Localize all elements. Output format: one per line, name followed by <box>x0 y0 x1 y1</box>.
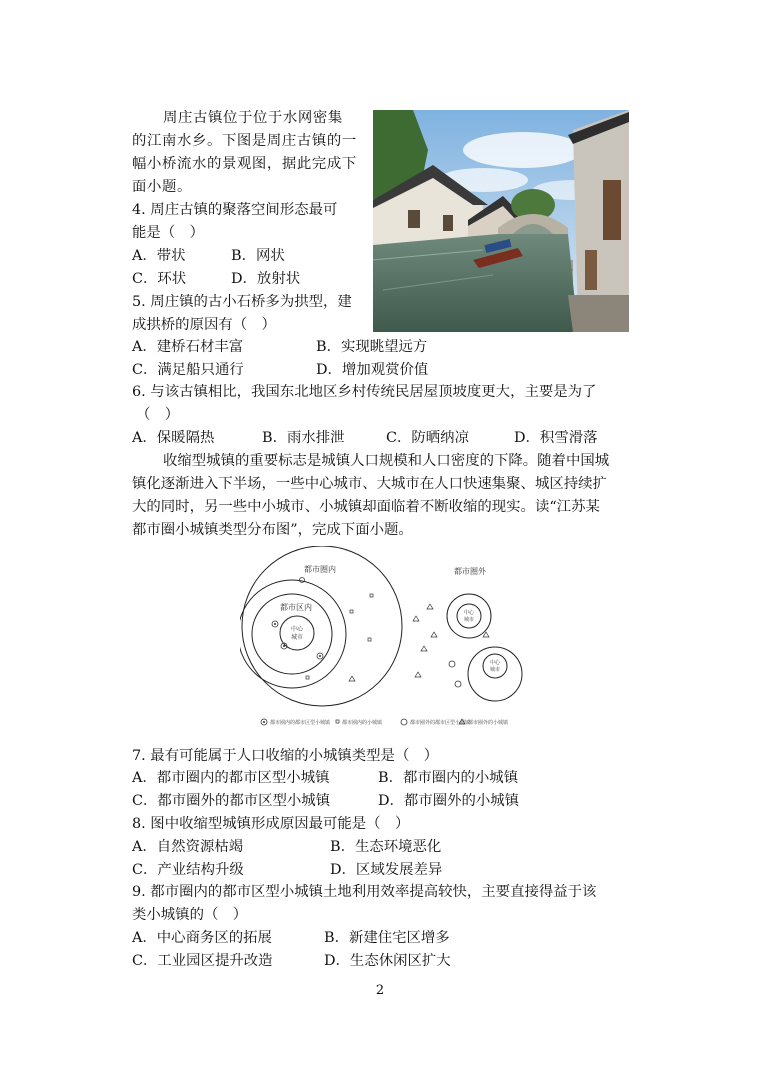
diagram-svg <box>240 546 530 740</box>
label-metro-inside: 都市圈内 <box>304 565 336 574</box>
q9-stem-2: 类小城镇的（ ） <box>132 907 248 923</box>
label-metro-area: 都市区内 <box>280 603 312 612</box>
q9-option-a: A．中心商务区的拓展 <box>132 930 272 946</box>
town-type-distribution-diagram <box>240 546 530 740</box>
label-outside-city-2-bottom: 城市 <box>489 667 501 673</box>
label-outside-city-2-top: 中心 <box>489 660 501 666</box>
q6-option-a: A．保暖隔热 <box>132 430 215 446</box>
q9-option-b: B．新建住宅区增多 <box>324 930 450 946</box>
intro2-line-4: 都市圈小城镇类型分布图”，完成下面小题。 <box>132 522 413 538</box>
intro1-line-4: 面小题。 <box>132 179 192 195</box>
q6-stem-2: （ ） <box>136 407 180 423</box>
water-town-scene-image <box>373 110 629 332</box>
q6-option-d: D．积雪滑落 <box>514 430 598 446</box>
q5-option-c: C．满足船只通行 <box>132 362 244 378</box>
legend-item-1: 都市圈内的都市区型小城镇 <box>270 720 331 726</box>
q8-option-d: D．区域发展差异 <box>330 862 443 878</box>
q8-option-a: A．自然资源枯竭 <box>132 839 244 855</box>
zhouzhuang-photo <box>373 110 629 332</box>
q4-option-a: A．带状 <box>132 248 186 264</box>
q6-option-b: B．雨水排泄 <box>262 430 345 446</box>
intro2-line-1: 收缩型城镇的重要标志是城镇人口规模和人口密度的下降。随着中国城 <box>163 453 610 469</box>
outside-city-2 <box>483 654 507 678</box>
outside-city-ring-2 <box>468 647 522 701</box>
q7-option-a: A．都市圈内的都市区型小城镇 <box>132 770 330 786</box>
q8-option-c: C．产业结构升级 <box>132 862 244 878</box>
q8-stem: 8. 图中收缩型城镇形成原因最可能是（ ） <box>132 816 410 832</box>
q4-stem-1: 4. 周庄古镇的聚落空间形态最可 <box>132 202 338 218</box>
diagram-legend <box>261 719 509 726</box>
q9-option-d: D．生态休闲区扩大 <box>324 953 451 969</box>
q7-stem: 7. 最有可能属于人口收缩的小城镇类型是（ ） <box>132 748 439 764</box>
intro1-line-1: 周庄古镇位于位于水网密集 <box>163 110 343 126</box>
label-center-city-top: 中心 <box>290 626 304 633</box>
outside-city-ring-1 <box>447 594 491 638</box>
q6-option-c: C．防晒纳凉 <box>386 430 469 446</box>
q9-option-c: C．工业园区提升改造 <box>132 953 273 969</box>
label-metro-outside: 都市圈外 <box>454 567 486 576</box>
legend-item-4: 都市圈外的小城镇 <box>468 720 509 726</box>
q5-option-b: B．实现眺望远方 <box>316 339 428 355</box>
intro1-line-3: 幅小桥流水的景观图，据此完成下 <box>132 156 357 172</box>
q7-option-b: B．都市圈内的小城镇 <box>378 770 519 786</box>
label-outside-city-1-bottom: 城市 <box>463 617 475 623</box>
q5-option-d: D．增加观赏价值 <box>316 362 429 378</box>
intro2-line-2: 镇化逐渐进入下半场，一些中心城市、大城市在人口快速集聚、城区持续扩 <box>132 476 607 492</box>
q4-option-b: B．网状 <box>231 248 285 264</box>
q4-stem-2: 能是（ ） <box>132 225 204 241</box>
legend-item-3: 都市圈外的都市区型小城镇 <box>410 720 471 726</box>
q8-option-b: B．生态环境恶化 <box>330 839 442 855</box>
q4-option-c: C．环状 <box>132 271 187 287</box>
q5-stem-2: 成拱桥的原因有（ ） <box>132 317 276 333</box>
label-outside-city-1-top: 中心 <box>463 610 475 616</box>
q5-stem-1: 5. 周庄镇的古小石桥多为拱型，建 <box>132 294 352 310</box>
markers-outside-metro-area-type <box>300 578 462 688</box>
page-number: 2 <box>375 983 385 998</box>
q6-stem-1: 6. 与该古镇相比，我国东北地区乡村传统民居屋顶坡度更大，主要是为了 <box>132 384 597 400</box>
q7-option-c: C．都市圈外的都市区型小城镇 <box>132 793 331 809</box>
label-center-city-bottom: 城市 <box>290 634 304 641</box>
intro1-line-2: 的江南水乡。下图是周庄古镇的一 <box>132 133 357 149</box>
center-city-circle <box>280 616 314 650</box>
intro2-line-3: 大的同时，另一些中小城市、小城镇却面临着不断收缩的现实。读“江苏某 <box>132 499 600 515</box>
q7-option-d: D．都市圈外的小城镇 <box>378 793 520 809</box>
q5-option-a: A．建桥石材丰富 <box>132 339 244 355</box>
outside-city-1 <box>457 604 481 628</box>
q4-option-d: D．放射状 <box>231 271 301 287</box>
legend-item-2: 都市圈内的小城镇 <box>342 720 383 726</box>
q9-stem-1: 9. 都市圈内的都市区型小城镇土地利用效率提高较快，主要直接得益于该 <box>132 884 597 900</box>
